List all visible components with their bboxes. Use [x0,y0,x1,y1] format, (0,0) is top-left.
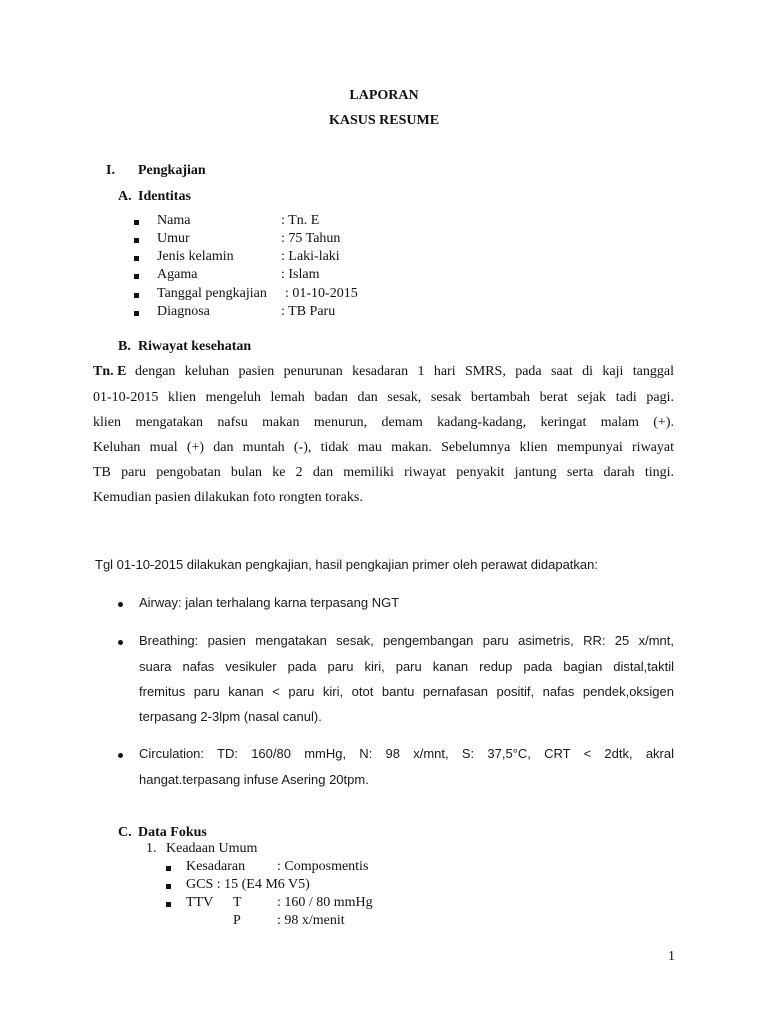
subsection-number-a: A. [118,189,132,204]
subsection-number-c: C. [118,825,132,840]
bullet-icon [118,640,123,645]
bullet-icon [134,256,139,261]
history-line: klien mengatakan nafsu makan menurun, demam kadang-kadang, keringat malam (+). [93,415,674,430]
bullet-icon [166,884,171,889]
history-line: Kemudian pasien dilakukan foto rongten toraks. [93,490,363,505]
breathing-line: fremitus paru kanan < paru kiri, otot bantu pernafasan positif, nafas pendek,oksigen [139,684,674,699]
circulation-line: hangat.terpasang infuse Asering 20tpm. [139,772,369,787]
history-line: Keluhan mual (+) dan muntah (-), tidak mau makan. Sebelumnya klien mempunyai riwayat [93,440,674,455]
identity-label: Jenis kelamin [157,249,234,264]
kesadaran-value: : Composmentis [277,859,369,874]
breathing-line: Breathing: pasien mengatakan sesak, pengembangan paru asimetris, RR: 25 x/mnt, [139,633,674,648]
fokus-item-number: 1. [146,841,157,856]
bullet-icon [134,220,139,225]
history-patient: Tn. E [93,364,127,379]
history-line: 01-10-2015 klien mengeluh lemah badan dan sesak, sesak bertambah berat sejak tadi pagi. [93,390,674,405]
identity-label: Umur [157,231,190,246]
airway-line: Airway: jalan terhalang karna terpasang NGT [139,595,400,610]
bullet-icon [118,753,123,758]
ttv-label: TTV [186,895,214,910]
subsection-title-data-fokus: Data Fokus [138,825,207,840]
subsection-title-riwayat: Riwayat kesehatan [138,339,252,354]
bullet-icon [134,293,139,298]
identity-value: : Tn. E [281,213,320,228]
ttv-t-label: T [233,895,242,910]
subsection-number-b: B. [118,339,131,354]
primary-intro: Tgl 01-10-2015 dilakukan pengkajian, hasil pengkajian primer oleh perawat didapatkan: [95,557,598,572]
circulation-line: Circulation: TD: 160/80 mmHg, N: 98 x/mnt, S: 37,5°C, CRT < 2dtk, akral [139,746,674,761]
title-kasus-resume: KASUS RESUME [328,113,440,128]
history-line: dengan keluhan pasien penurunan kesadaran 1 hari SMRS, pada saat di kaji tanggal [135,364,674,379]
identity-value: : Islam [281,267,320,282]
identity-value: : 75 Tahun [281,231,341,246]
identity-label: Agama [157,267,198,282]
identity-label: Nama [157,213,191,228]
identity-label: Tanggal pengkajian [157,286,267,301]
section-number: I. [106,163,115,178]
bullet-icon [134,311,139,316]
gcs-text: GCS : 15 (E4 M6 V5) [186,877,310,892]
subsection-title-identitas: Identitas [138,189,191,204]
fokus-item-label: Keadaan Umum [166,841,258,856]
identity-value: : Laki-laki [281,249,340,264]
ttv-t-value: : 160 / 80 mmHg [277,895,373,910]
breathing-line: suara nafas vesikuler pada paru kiri, paru kanan redup pada bagian distal,taktil [139,659,674,674]
bullet-icon [118,602,123,607]
bullet-icon [134,274,139,279]
identity-value: : 01-10-2015 [285,286,358,301]
bullet-icon [134,238,139,243]
title-laporan: LAPORAN [349,88,419,103]
page-number: 1 [668,949,675,964]
bullet-icon [166,902,171,907]
identity-value: : TB Paru [281,304,336,319]
kesadaran-label: Kesadaran [186,859,246,874]
history-line: TB paru pengobatan bulan ke 2 dan memiliki riwayat penyakit jantung serta darah tingi. [93,465,674,480]
identity-label: Diagnosa [157,304,210,319]
ttv-p-label: P [233,913,241,928]
bullet-icon [166,866,171,871]
ttv-p-value: : 98 x/menit [277,913,345,928]
breathing-line: terpasang 2-3lpm (nasal canul). [139,709,322,724]
section-title-pengkajian: Pengkajian [138,163,206,178]
